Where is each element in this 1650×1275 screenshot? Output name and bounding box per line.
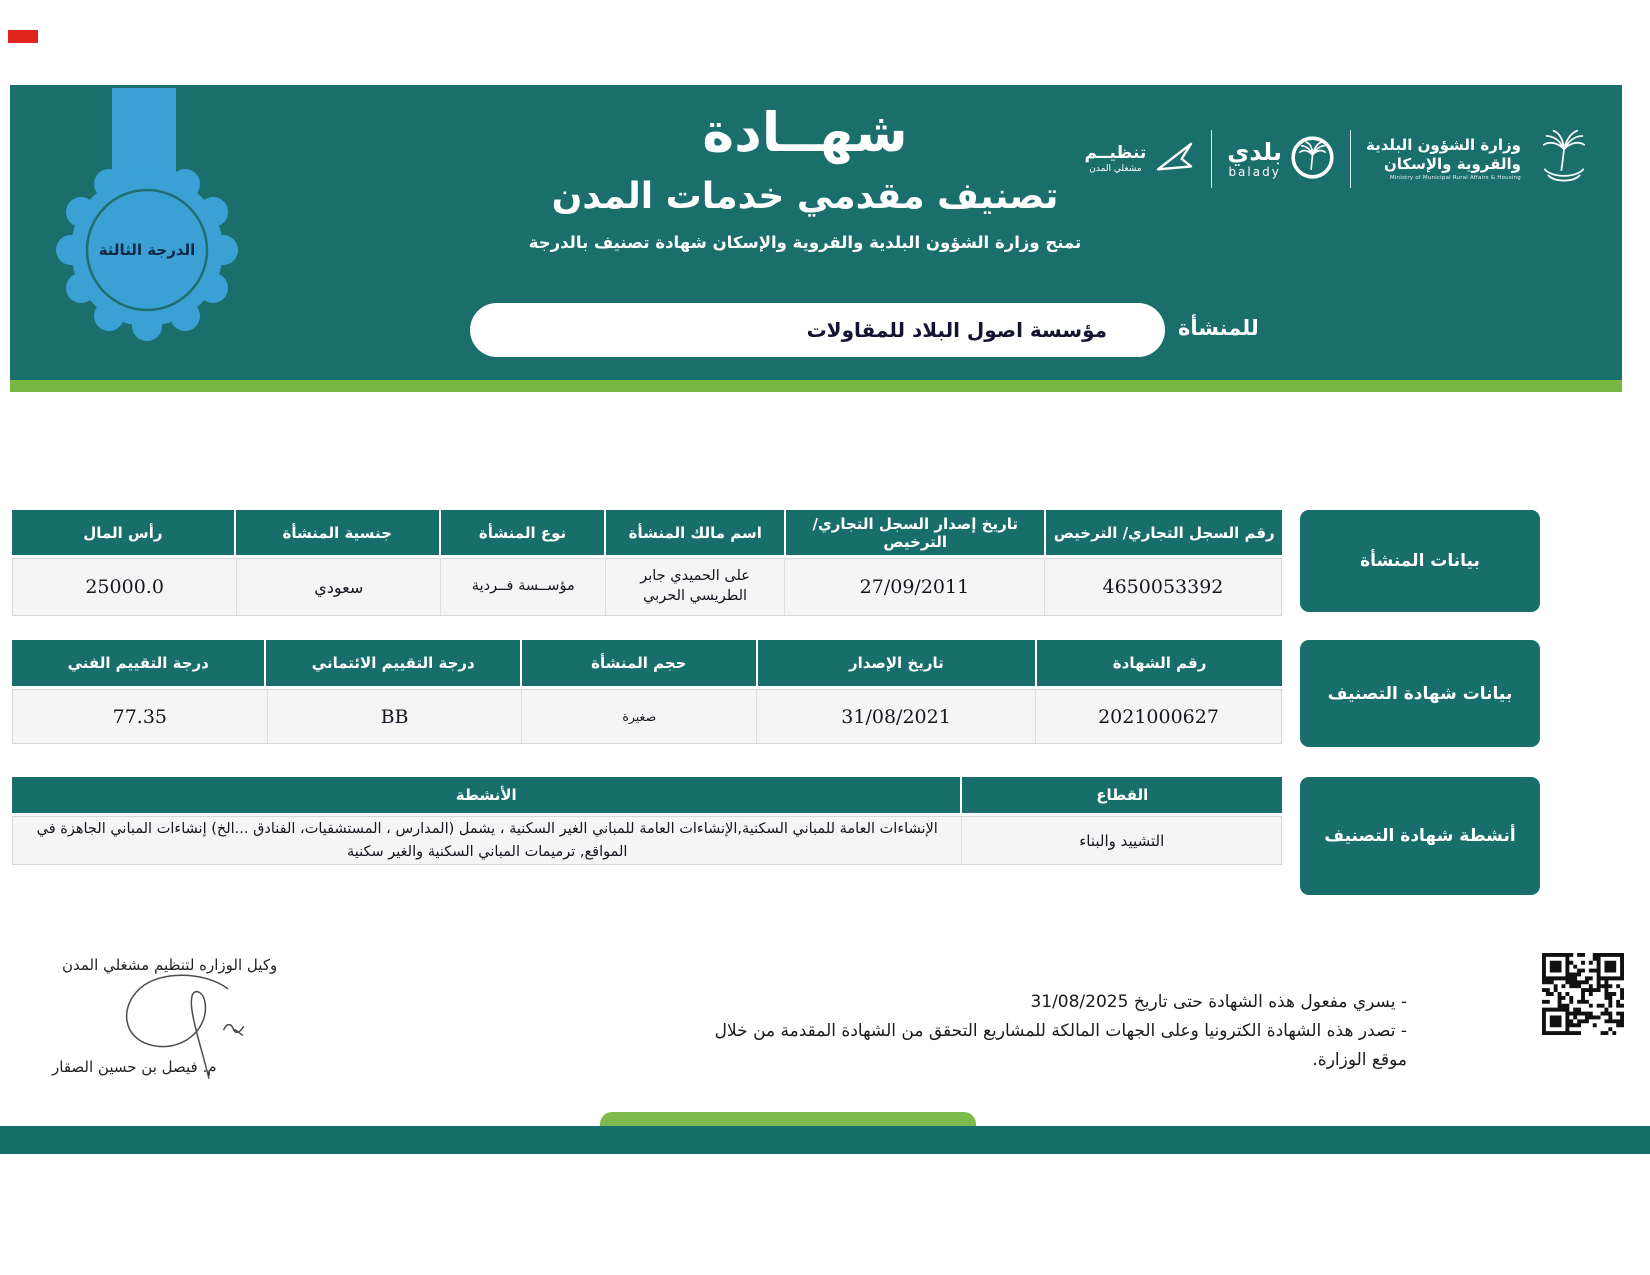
section-card-establishment-data: بيانات المنشأة (1300, 510, 1540, 612)
ministry-name-line1: وزارة الشؤون البلدية (1365, 135, 1521, 154)
header-logos (1085, 117, 1592, 201)
activities-table (12, 777, 1282, 865)
column-header: تاريخ إصدار السجل التجاري/ الترخيص (786, 510, 1044, 555)
column-header: رقم الشهادة (1037, 640, 1282, 686)
note-electronic: - تصدر هذه الشهادة الكترونيا وعلى الجهات المالكة للمشاريع التحقق من الشهادة المقدمة من خلال موقع الوزارة. (714, 1021, 1407, 1070)
tanzim-label-line2: مشغلي المدن (1089, 163, 1142, 174)
table-header-row (12, 640, 1282, 686)
table-cell: التشييد والبناء (961, 817, 1281, 864)
red-mark (8, 30, 38, 43)
table-cell: سعودي (236, 559, 440, 615)
degree-badge-label: الدرجة الثالثة (98, 241, 196, 259)
table-cell: 31/08/2021 (756, 690, 1035, 743)
column-header: القطاع (962, 777, 1282, 813)
header-green-strip (10, 380, 1622, 392)
section-card-activities: أنشطة شهادة التصنيف (1300, 777, 1540, 895)
column-header: حجم المنشأة (522, 640, 755, 686)
section-card-certificate-data: بيانات شهادة التصنيف (1300, 640, 1540, 747)
balady-palm-icon (1290, 135, 1335, 184)
establishment-name-field (470, 303, 1165, 357)
ministry-name-english: Ministry of Municipal Rural Affairs & Housing (1389, 174, 1521, 181)
column-header: درجة التقييم الائتماني (266, 640, 520, 686)
balady-label-en: balady (1228, 165, 1281, 179)
table-header-row (12, 777, 1282, 813)
table-cell: 25000.0 (85, 576, 164, 598)
column-header: اسم مالك المنشأة (606, 510, 784, 555)
signatory-title: وكيل الوزاره لتنظيم مشغلي المدن (62, 956, 278, 974)
establishment-label: للمنشأة (1178, 316, 1259, 340)
logo-divider (1350, 130, 1351, 188)
qr-code (1542, 953, 1624, 1035)
table-cell: 2021000627 (1035, 690, 1281, 743)
logo-divider (1211, 130, 1212, 188)
header-band (10, 85, 1622, 380)
table-header-row (12, 510, 1282, 555)
certificate-notes (695, 988, 1407, 1075)
tanzim-label-line1: تنظيــم (1084, 143, 1147, 164)
ministry-name-line2: والقروية والإسكان (1383, 155, 1521, 174)
column-header: جنسية المنشأة (236, 510, 439, 555)
signatory-name: م. فيصل بن حسين الصقار (52, 1058, 217, 1076)
column-header: رقم السجل التجاري/ الترخيص (1046, 510, 1282, 555)
column-header: درجة التقييم الفني (12, 640, 264, 686)
cursor-arrow-icon (1154, 140, 1196, 178)
certificate-data-table (12, 640, 1282, 744)
ministry-name (1366, 136, 1521, 182)
table-cell: 27/09/2011 (784, 559, 1044, 615)
certificate-tagline: تمنح وزارة الشؤون البلدية والقروية والإسكان شهادة تصنيف بالدرجة (528, 233, 1082, 253)
table-row (12, 689, 1282, 744)
table-cell: الإنشاءات العامة للمباني السكنية,الإنشاءات العامة للمباني الغير السكنية ، يشمل (المدارس ، المستشفيات، الفنادق ...الخ) إنشاءات المباني الجاهزة في المواقع, ترميمات المباني السكنية والغير سكنية (36, 821, 938, 860)
table-row (12, 558, 1282, 616)
certificate-title: شهــادة (702, 101, 908, 164)
table-row (12, 816, 1282, 865)
table-cell: BB (267, 690, 522, 743)
establishment-name: مؤسسة اصول البلاد للمقاولات (806, 318, 1107, 342)
bottom-teal-bar (0, 1126, 1650, 1154)
table-cell: مؤســسة فــردية (440, 559, 605, 615)
ministry-emblem-icon (1536, 128, 1592, 190)
column-header: تاريخ الإصدار (758, 640, 1036, 686)
certificate-subtitle: تصنيف مقدمي خدمات المدن (551, 176, 1059, 218)
table-cell: 77.35 (112, 705, 168, 728)
balady-label-ar: بلدي (1227, 138, 1282, 166)
balady-logo (1227, 135, 1335, 184)
column-header: الأنشطة (12, 777, 960, 813)
table-cell: على الحميدي جابر الطريسي الحربي (605, 559, 784, 615)
table-cell: 4650053392 (1044, 559, 1281, 615)
column-header: نوع المنشأة (441, 510, 605, 555)
column-header: رأس المال (12, 510, 234, 555)
establishment-data-table (12, 510, 1282, 616)
table-cell: صغيرة (521, 690, 756, 743)
note-validity: - يسري مفعول هذه الشهادة حتى تاريخ 31/08/2025 (1030, 992, 1407, 1012)
